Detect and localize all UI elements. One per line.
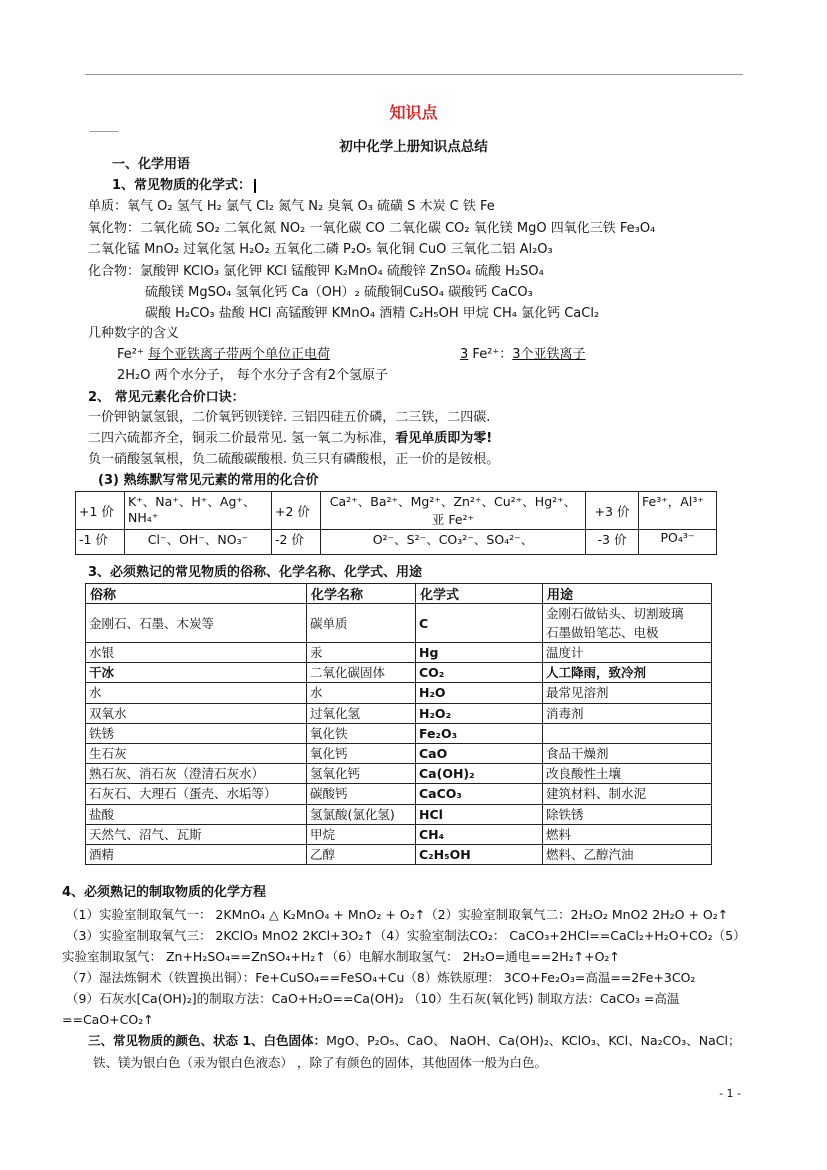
chemical-name-cell: 碳酸钙 — [307, 784, 416, 804]
chemical-name-cell: 氧化铁 — [307, 723, 416, 743]
usage-cell: 食品干燥剂 — [543, 743, 712, 763]
valence-ions: Cl⁻、OH⁻、NO₃⁻ — [125, 530, 272, 555]
common-name-cell: 金刚石、石墨、木炭等 — [86, 604, 307, 643]
color-state-line: 铁、镁为银白色（汞为银白色液态） ，除了有颜色的固体，其他固体一般为白色。 — [93, 1055, 547, 1070]
table-row — [86, 824, 712, 844]
column-header: 用途 — [543, 584, 712, 604]
column-header: 俗称 — [86, 584, 307, 604]
formula-cell: Hg — [416, 643, 543, 663]
common-name-cell: 天然气、沼气、瓦斯 — [86, 824, 307, 844]
usage-cell: 人工降雨，致冷剂 — [543, 663, 712, 683]
line-oxides-2: 二氧化锰 MnO₂ 过氧化氢 H₂O₂ 五氧化二磷 P₂O₅ 氧化铜 CuO 三氧化二铝 Al₂O₃ — [88, 242, 553, 257]
common-name-cell: 生石灰 — [86, 743, 307, 763]
equation-line-6: ==CaO+CO₂↑ — [62, 1012, 154, 1027]
table-row — [86, 604, 712, 643]
common-name-cell: 干冰 — [86, 663, 307, 683]
valence-label: +1 价 — [76, 492, 125, 530]
formula-cell: CO₂ — [416, 663, 543, 683]
valence-table — [75, 491, 717, 555]
section-heading-1: 一、化学用语 — [112, 157, 191, 172]
table-row — [86, 804, 712, 824]
top-rule — [85, 74, 743, 75]
section-heading-equations: 4、必须熟记的制取物质的化学方程 — [62, 885, 267, 900]
formula-cell: Fe₂O₃ — [416, 723, 543, 743]
common-name-cell: 水银 — [86, 643, 307, 663]
valence-label: -3 价 — [586, 530, 639, 555]
line-number-meaning: 几种数字的含义 — [88, 326, 180, 341]
document-subtitle: 初中化学上册知识点总结 — [339, 139, 488, 155]
usage-cell: 改良酸性土壤 — [543, 764, 712, 784]
chemical-name-cell: 二氧化碳固体 — [307, 663, 416, 683]
column-header: 化学名称 — [307, 584, 416, 604]
usage-cell: 最常见溶剂 — [543, 683, 712, 703]
valence-ions: Fe³⁺，Al³⁺ — [639, 492, 717, 530]
rhyme-line-3: 负一硝酸氢氧根，负二硫酸碳酸根. 负三只有磷酸根，正一价的是铵根。 — [88, 452, 500, 467]
line-compounds-3: 碳酸 H₂CO₃ 盐酸 HCl 高锰酸钾 KMnO₄ 酒精 C₂H₅OH 甲烷 CH₄ 氯化钙 CaCl₂ — [145, 306, 600, 321]
equation-line-3: 实验室制取氢气： Zn+H₂SO₄==ZnSO₄+H₂↑（6）电解水制取氢气： 2H₂O=通电==2H₂↑+O₂↑ — [62, 949, 620, 964]
page-number: - 1 - — [719, 1087, 741, 1100]
formula-cell: Ca(OH)₂ — [416, 764, 543, 784]
common-name-cell: 水 — [86, 683, 307, 703]
valence-row-negative — [76, 530, 717, 555]
valence-label: -2 价 — [272, 530, 321, 555]
valence-table-heading: (3) 熟练默写常见元素的常用的化合价 — [98, 473, 319, 488]
table-row — [86, 844, 712, 864]
fe-ion-left: Fe²⁺ 每个亚铁离子带两个单位正电荷 — [117, 347, 330, 362]
chemical-name-cell: 氧化钙 — [307, 743, 416, 763]
usage-cell — [543, 723, 712, 743]
formula-cell: H₂O — [416, 683, 543, 703]
column-header: 化学式 — [416, 584, 543, 604]
valence-ions: PO₄³⁻ — [639, 530, 717, 555]
common-name-cell: 熟石灰、消石灰（澄清石灰水） — [86, 764, 307, 784]
subsection-heading-formulas: 1、常见物质的化学式： — [112, 177, 256, 195]
text-cursor — [254, 179, 256, 193]
formula-cell: CaCO₃ — [416, 784, 543, 804]
usage-cell: 温度计 — [543, 643, 712, 663]
substance-table — [85, 583, 712, 865]
formula-cell: HCl — [416, 804, 543, 824]
equation-line-2: （3）实验室制取氧气三： 2KClO₃ MnO2 2KCl+3O₂↑（4）实验室制法CO₂： CaCO₃+2HCl==CaCl₂+H₂O+CO₂（5） — [66, 928, 746, 943]
chemical-name-cell: 氢氧化钙 — [307, 764, 416, 784]
valence-ions: Ca²⁺、Ba²⁺、Mg²⁺、Zn²⁺、Cu²⁺、Hg²⁺、亚 Fe²⁺ — [321, 492, 586, 530]
table-row — [86, 683, 712, 703]
table-row — [86, 764, 712, 784]
usage-cell: 消毒剂 — [543, 703, 712, 723]
table-row — [86, 663, 712, 683]
valence-ions: O²⁻、S²⁻、CO₃²⁻、SO₄²⁻、 — [321, 530, 586, 555]
fe-ion-right: 3 Fe²⁺：3个亚铁离子 — [460, 347, 586, 362]
valence-ions: K⁺、Na⁺、H⁺、Ag⁺、NH₄⁺ — [125, 492, 272, 530]
line-oxides-1: 氧化物：二氧化硫 SO₂ 二氧化氮 NO₂ 一氧化碳 CO 二氧化碳 CO₂ 氧化镁 MgO 四氧化三铁 Fe₃O₄ — [88, 221, 656, 236]
equation-line-5: （9）石灰水[Ca(OH)₂]的制取方法：CaO+H₂O==Ca(OH)₂ （10）生石灰(氧化钙) 制取方法：CaCO₃ =高温 — [66, 991, 680, 1006]
common-name-cell: 铁锈 — [86, 723, 307, 743]
common-name-cell: 石灰石、大理石（蛋壳、水垢等） — [86, 784, 307, 804]
rhyme-line-2: 二四六硫都齐全，铜汞二价最常见. 氢一氧二为标准，看见单质即为零! — [88, 431, 493, 446]
common-name-cell: 酒精 — [86, 844, 307, 864]
usage-cell: 建筑材料、制水泥 — [543, 784, 712, 804]
chemical-name-cell: 乙醇 — [307, 844, 416, 864]
formula-cell: C — [416, 604, 543, 643]
valence-row-positive — [76, 492, 717, 530]
rhyme-line-1: 一价钾钠氯氢银，二价氧钙钡镁锌. 三铝四硅五价磷，二三铁，二四碳. — [88, 410, 491, 425]
line-compounds-2: 硫酸镁 MgSO₄ 氢氧化钙 Ca（OH）₂ 硫酸铜CuSO₄ 碳酸钙 CaCO₃ — [145, 285, 533, 300]
chemical-name-cell: 碳单质 — [307, 604, 416, 643]
formula-cell: CaO — [416, 743, 543, 763]
chemical-name-cell: 过氧化氢 — [307, 703, 416, 723]
equation-line-1: （1）实验室制取氧气一： 2KMnO₄ △ K₂MnO₄ + MnO₂ + O₂↑（2）实验室制取氧气二：2H₂O₂ MnO2 2H₂O + O₂↑ — [66, 907, 729, 922]
usage-cell: 金刚石做钻头、切割玻璃 石墨做铅笔芯、电极 — [543, 604, 712, 643]
valence-label: -1 价 — [76, 530, 125, 555]
table-header-row — [86, 584, 712, 604]
short-rule — [90, 131, 118, 132]
line-elements: 单质：氧气 O₂ 氢气 H₂ 氯气 Cl₂ 氮气 N₂ 臭氧 O₃ 硫磺 S 木炭 C 铁 Fe — [88, 199, 495, 214]
usage-cell: 燃料 — [543, 824, 712, 844]
chemical-name-cell: 甲烷 — [307, 824, 416, 844]
chemical-name-cell: 水 — [307, 683, 416, 703]
formula-cell: CH₄ — [416, 824, 543, 844]
common-name-cell: 双氧水 — [86, 703, 307, 723]
chemical-name-cell: 氢氯酸(氯化氢) — [307, 804, 416, 824]
color-state-heading: 三、常见物质的颜色、状态 1、白色固体：MgO、P₂O₅、CaO、 NaOH、Ca(OH)₂、KClO₃、KCl、Na₂CO₃、NaCl； — [88, 1033, 741, 1048]
table-row — [86, 703, 712, 723]
page-title: 知识点 — [389, 103, 438, 122]
table-row — [86, 784, 712, 804]
common-name-cell: 盐酸 — [86, 804, 307, 824]
formula-cell: C₂H₅OH — [416, 844, 543, 864]
table-row — [86, 723, 712, 743]
table-row — [86, 743, 712, 763]
section-heading-valence: 2、 常见元素化合价口诀： — [88, 390, 245, 405]
usage-cell: 燃料、乙醇汽油 — [543, 844, 712, 864]
formula-cell: H₂O₂ — [416, 703, 543, 723]
valence-label: +3 价 — [586, 492, 639, 530]
table-row — [86, 643, 712, 663]
equation-line-4: （7）湿法炼铜术（铁置换出铜）：Fe+CuSO₄==FeSO₄+Cu（8）炼铁原理： 3CO+Fe₂O₃=高温==2Fe+3CO₂ — [66, 970, 696, 985]
water-molecule-line: 2H₂O 两个水分子， 每个水分子含有2个氢原子 — [117, 368, 389, 383]
valence-label: +2 价 — [272, 492, 321, 530]
chemical-name-cell: 汞 — [307, 643, 416, 663]
substance-table-heading: 3、必须熟记的常见物质的俗称、化学名称、化学式、用途 — [88, 565, 423, 580]
line-compounds-1: 化合物：氯酸钾 KClO₃ 氯化钾 KCl 锰酸钾 K₂MnO₄ 硫酸锌 ZnSO₄ 硫酸 H₂SO₄ — [88, 264, 544, 279]
usage-cell: 除铁锈 — [543, 804, 712, 824]
